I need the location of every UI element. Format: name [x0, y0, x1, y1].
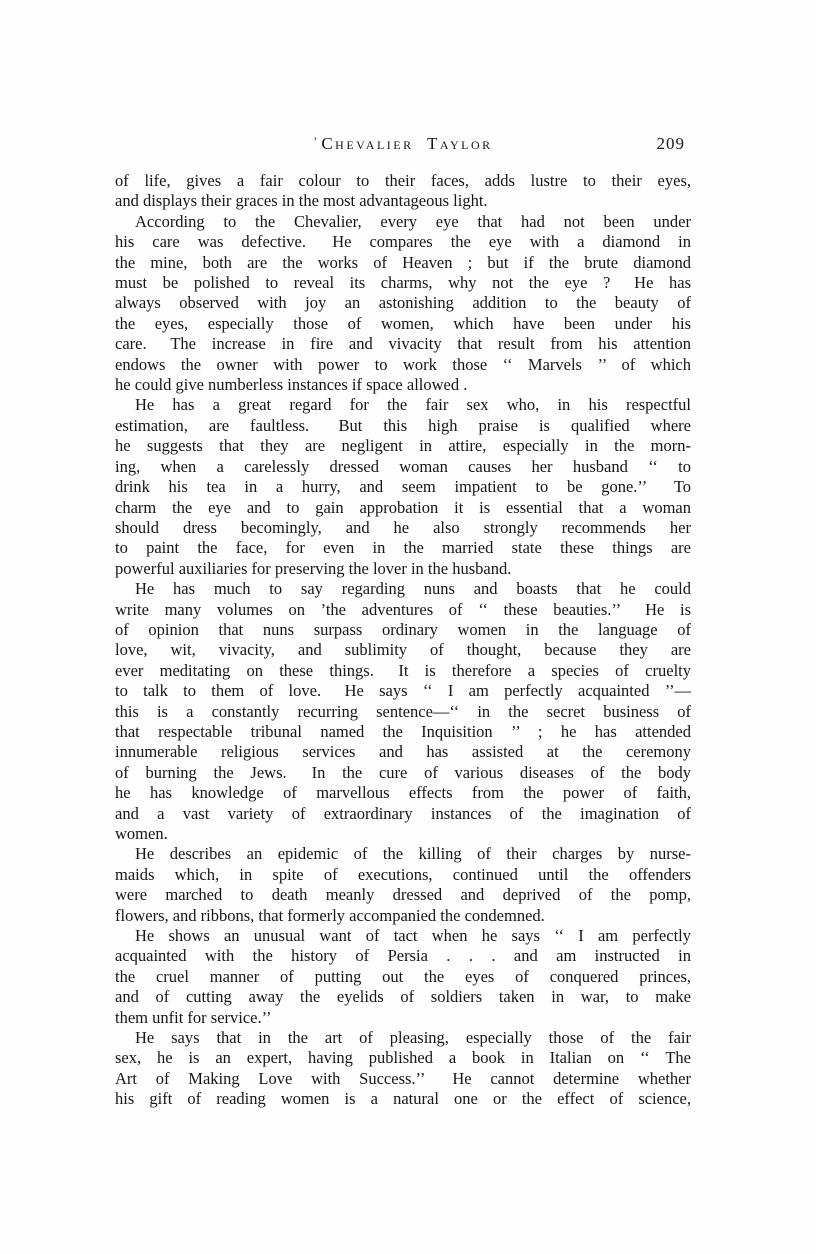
- text-line: charm the eye and to gain approbation it is essential that a woman: [115, 497, 691, 517]
- text-line: the cruel manner of putting out the eyes of conquered princes,: [115, 966, 691, 986]
- text-line: flowers, and ribbons, that formerly accompanied the condemned.: [115, 905, 545, 925]
- paragraph: [115, 212, 691, 396]
- paragraph: [115, 579, 691, 844]
- header-mark: ’: [313, 134, 318, 148]
- text-line: maids which, in spite of executions, continued until the offenders: [115, 864, 691, 884]
- text-line: Art of Making Love with Success.’’ He cannot determine whether: [115, 1068, 691, 1088]
- paragraph: [115, 844, 691, 926]
- text-line: to talk to them of love. He says ‘‘ I am perfectly acquainted ’’—: [115, 681, 691, 701]
- text-line: acquainted with the history of Persia . . . and am instructed in: [115, 946, 691, 966]
- paragraph: [115, 171, 691, 212]
- text-line: this is a constantly recurring sentence—‘‘ in the secret business of: [115, 701, 691, 721]
- text-line: endows the owner with power to work those ‘‘ Marvels ’’ of which: [115, 354, 691, 374]
- text-line: He says that in the art of pleasing, especially those of the fair: [135, 1028, 691, 1048]
- text-line: he has knowledge of marvellous effects from the power of faith,: [115, 783, 691, 803]
- text-line: always observed with joy an astonishing addition to the beauty of: [115, 293, 691, 313]
- text-line: to paint the face, for even in the married state these things are: [115, 538, 691, 558]
- text-line: women.: [115, 824, 168, 843]
- page-number: 209: [656, 134, 685, 153]
- text-line: his care was defective. He compares the eye with a diamond in: [115, 232, 691, 252]
- text-line: ever meditating on these things. It is therefore a species of cruelty: [115, 660, 691, 680]
- text-line: should dress becomingly, and he also strongly recommends her: [115, 517, 691, 537]
- text-line: write many volumes on ’the adventures of ‘‘ these beauties.’’ He is: [115, 599, 691, 619]
- text-line: According to the Chevalier, every eye that had not been under: [135, 211, 691, 231]
- text-line: He has a great regard for the fair sex who, in his respectful: [135, 395, 691, 415]
- page-body: [115, 171, 691, 1110]
- text-line: and displays their graces in the most advantageous light.: [115, 191, 488, 211]
- paragraph: [115, 926, 691, 1028]
- text-line: He shows an unusual want of tact when he says ‘‘ I am perfectly: [135, 926, 691, 946]
- running-header: [115, 134, 691, 156]
- chapter-title-text: Chevalier Taylor: [321, 134, 493, 153]
- text-line: that respectable tribunal named the Inquisition ’’ ; he has attended: [115, 721, 691, 741]
- text-line: were marched to death meanly dressed and deprived of the pomp,: [115, 885, 691, 905]
- text-line: love, wit, vivacity, and sublimity of thought, because they are: [115, 640, 691, 660]
- text-line: he suggests that they are negligent in attire, especially in the morn-: [115, 436, 691, 456]
- text-line: care. The increase in fire and vivacity that result from his attention: [115, 334, 691, 354]
- text-line: innumerable religious services and has assisted at the ceremony: [115, 742, 691, 762]
- text-line: He has much to say regarding nuns and boasts that he could: [135, 579, 691, 599]
- text-line: sex, he is an expert, having published a book in Italian on ‘‘ The: [115, 1048, 691, 1068]
- text-line: of opinion that nuns surpass ordinary women in the language of: [115, 619, 691, 639]
- text-line: and of cutting away the eyelids of soldiers taken in war, to make: [115, 987, 691, 1007]
- text-line: ing, when a carelessly dressed woman causes her husband ‘‘ to: [115, 456, 691, 476]
- text-line: He describes an epidemic of the killing of their charges by nurse-: [135, 844, 691, 864]
- text-line: must be polished to reveal its charms, why not the eye ? He has: [115, 273, 691, 293]
- text-line: the mine, both are the works of Heaven ; but if the brute diamond: [115, 252, 691, 272]
- text-line: them unfit for service.’’: [115, 1007, 272, 1027]
- text-line: of burning the Jews. In the cure of various diseases of the body: [115, 762, 691, 782]
- text-line: powerful auxiliaries for preserving the lover in the husband.: [115, 558, 512, 578]
- text-line: and a vast variety of extraordinary instances of the imagination of: [115, 803, 691, 823]
- text-line: his gift of reading women is a natural one or the effect of science,: [115, 1089, 691, 1109]
- text-line: drink his tea in a hurry, and seem impatient to be gone.’’ To: [115, 477, 691, 497]
- text-line: estimation, are faultless. But this high praise is qualified where: [115, 415, 691, 435]
- chapter-title: [115, 134, 691, 154]
- paragraph: [115, 1028, 691, 1110]
- text-line: the eyes, especially those of women, which have been under his: [115, 313, 691, 333]
- text-line: of life, gives a fair colour to their faces, adds lustre to their eyes,: [115, 171, 691, 190]
- text-line: he could give numberless instances if space allowed .: [115, 375, 468, 395]
- paragraph: [115, 395, 691, 579]
